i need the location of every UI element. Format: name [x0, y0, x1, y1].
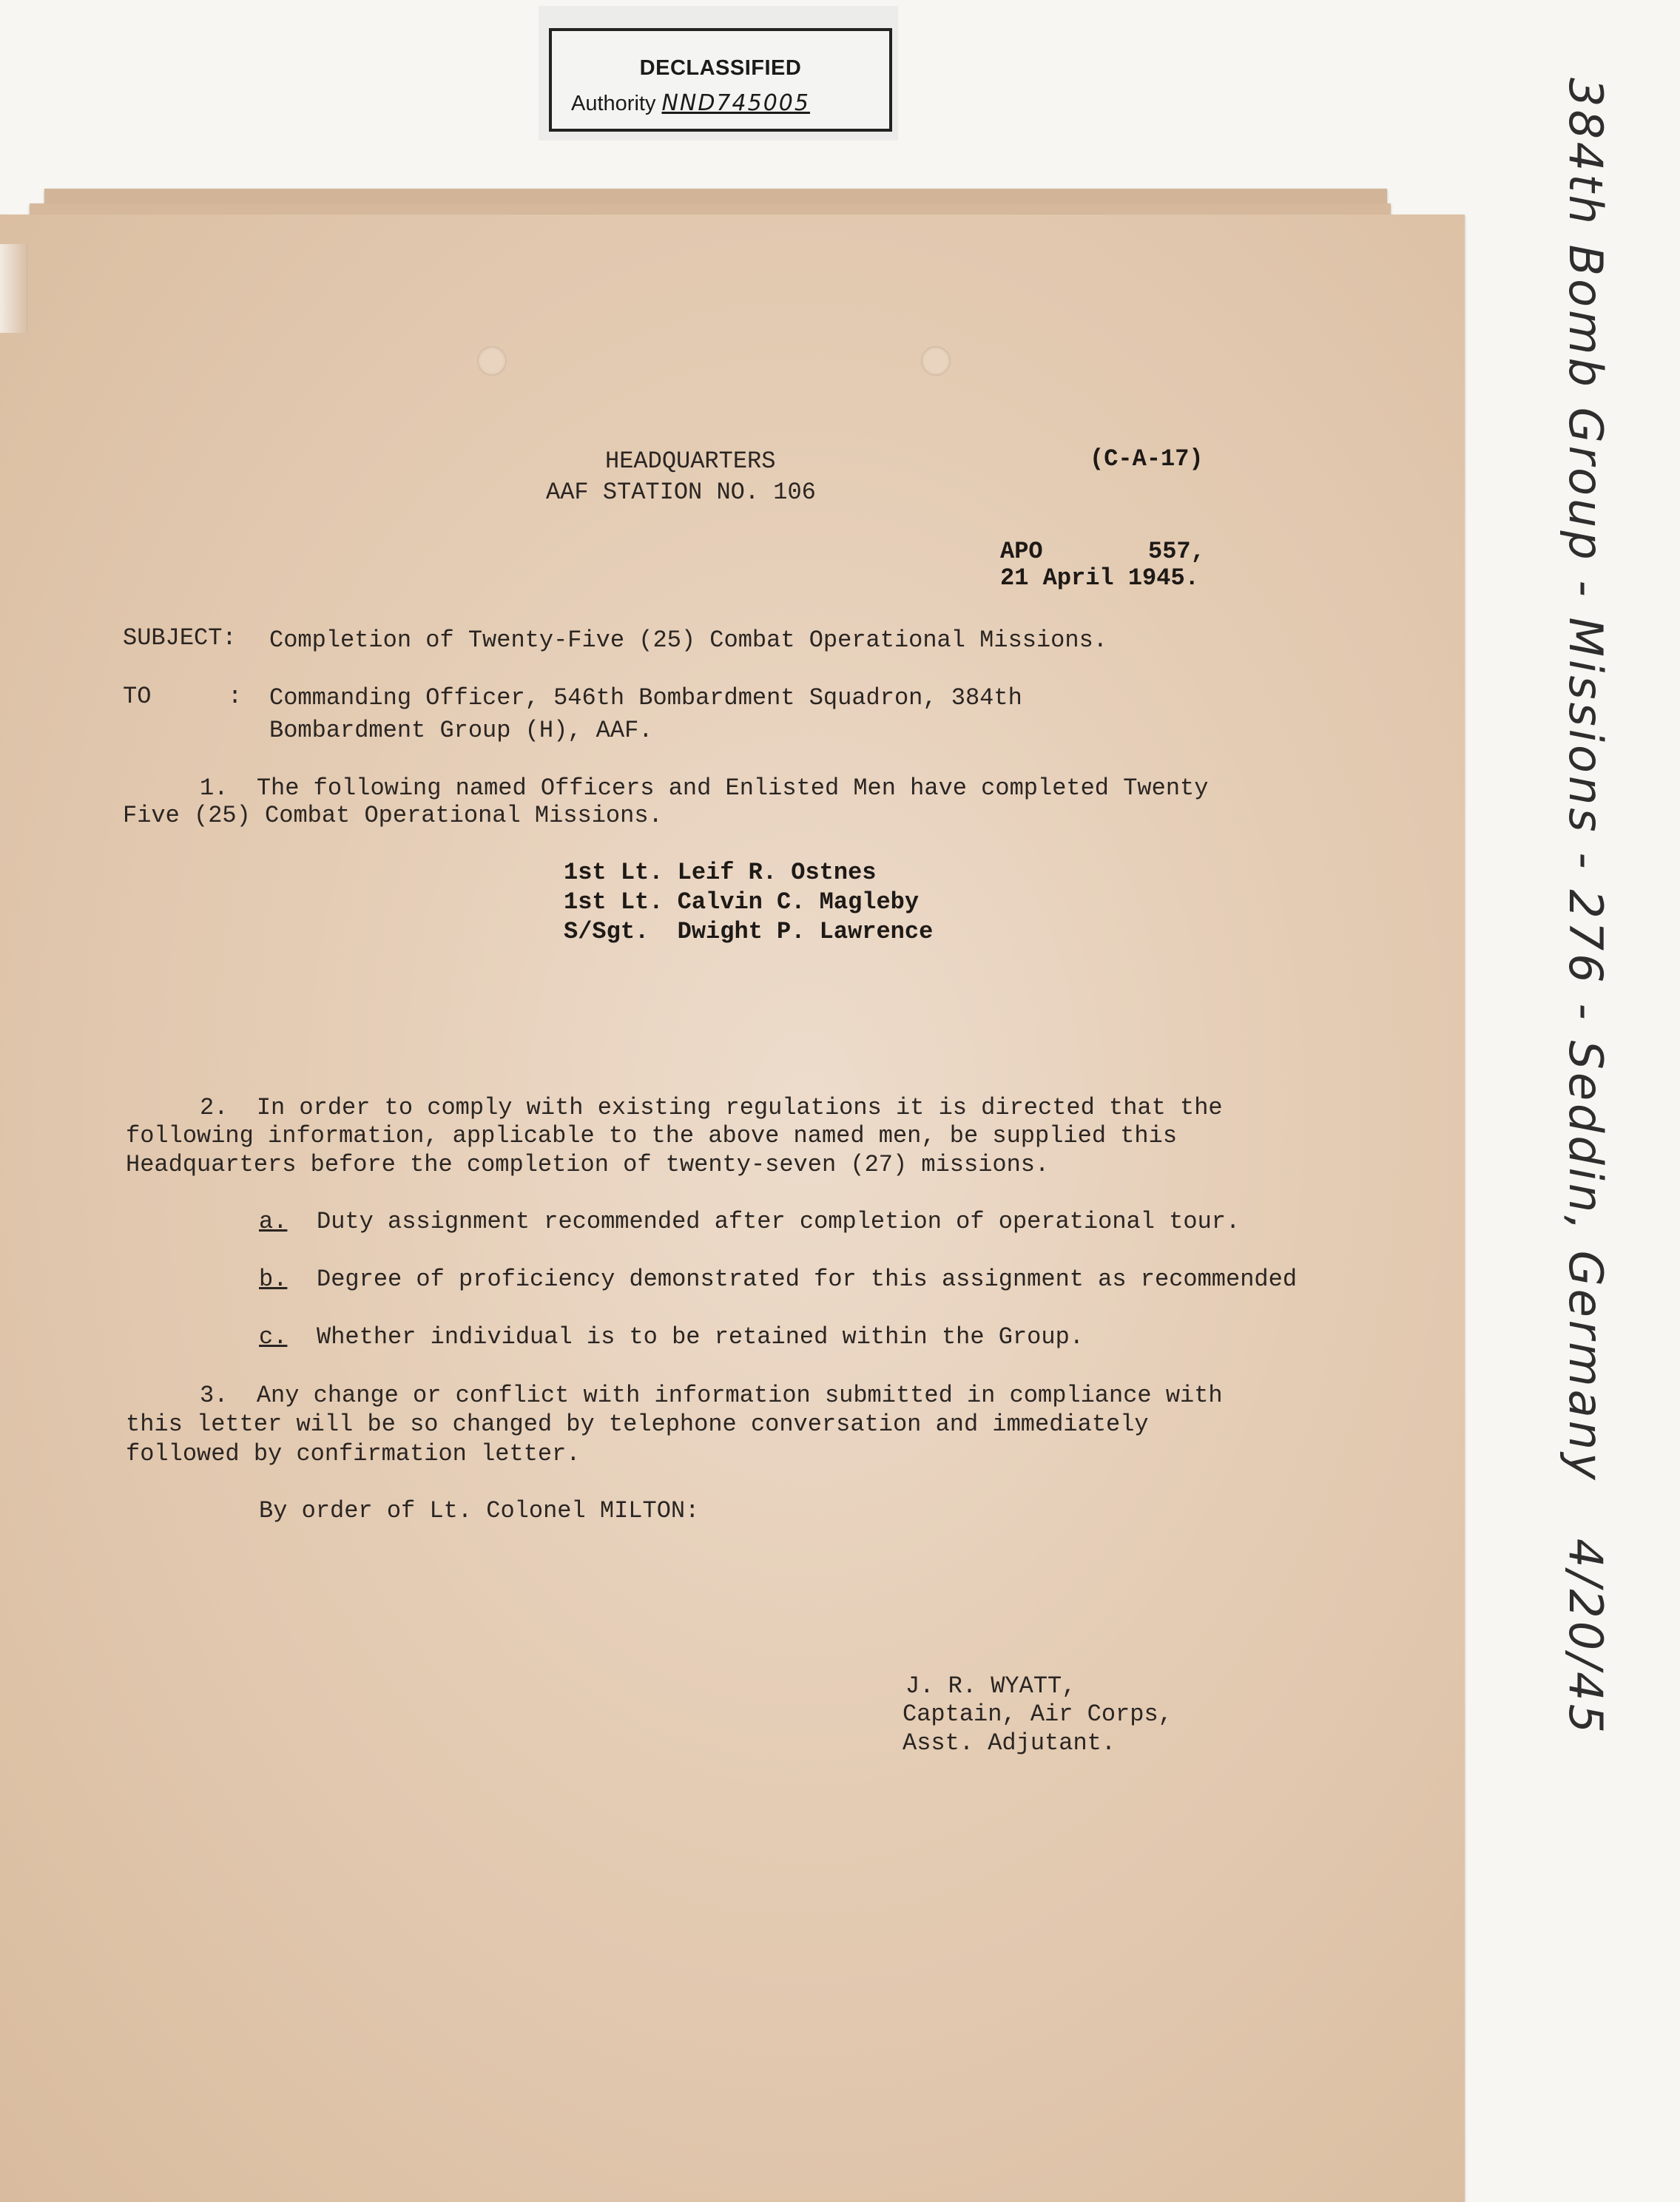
stamp-authority	[571, 90, 810, 116]
header-station: AAF STATION NO. 106	[546, 479, 816, 506]
item-text-c: Whether individual is to be retained within the Group.	[317, 1323, 1084, 1351]
punch-hole	[921, 346, 951, 376]
folded-corner	[0, 244, 28, 333]
order-line: By order of Lt. Colonel MILTON:	[259, 1497, 700, 1524]
paragraph-3-line-1: 3. Any change or conflict with information submitted in compliance with	[200, 1382, 1223, 1409]
declassified-stamp	[549, 28, 892, 132]
name-entry: 1st Lt. Leif R. Ostnes	[564, 859, 877, 886]
signature-name: J. R. WYATT,	[905, 1672, 1076, 1700]
paragraph-2-line-2: following information, applicable to the above named men, be supplied this	[126, 1122, 1178, 1149]
name-entry: S/Sgt. Dwight P. Lawrence	[564, 918, 934, 945]
document-date: 21 April 1945.	[1000, 564, 1199, 592]
to-colon: :	[228, 683, 243, 710]
header-headquarters: HEADQUARTERS	[605, 448, 776, 475]
item-letter-b: b.	[259, 1266, 288, 1293]
stamp-authority-label: Authority	[571, 92, 656, 115]
to-line-2: Bombardment Group (H), AAF.	[269, 717, 653, 744]
document-code: (C-A-17)	[1090, 445, 1204, 473]
paragraph-1-line-2: Five (25) Combat Operational Missions.	[123, 802, 663, 829]
apo-label: APO	[1000, 538, 1043, 565]
stamp-authority-value: NND745005	[661, 90, 810, 116]
paragraph-3-line-2: this letter will be so changed by telephone conversation and immediately	[126, 1411, 1149, 1438]
punch-hole	[477, 346, 507, 376]
handwritten-annotation: 384th Bomb Group - Missions - 276 - Seddin, Germany	[1559, 78, 1613, 1483]
paragraph-2-line-1: 2. In order to comply with existing regulations it is directed that the	[200, 1094, 1223, 1121]
name-entry: 1st Lt. Calvin C. Magleby	[564, 888, 920, 916]
paragraph-3-line-3: followed by confirmation letter.	[126, 1440, 581, 1468]
subject-label: SUBJECT:	[123, 624, 237, 652]
stamp-title: DECLASSIFIED	[639, 56, 802, 80]
apo-number: 557,	[1148, 538, 1205, 565]
to-label: TO	[123, 683, 152, 710]
item-letter-a: a.	[259, 1208, 288, 1235]
subject-text: Completion of Twenty-Five (25) Combat Operational Missions.	[269, 627, 1107, 654]
item-letter-c: c.	[259, 1323, 288, 1351]
signature-title: Asst. Adjutant.	[903, 1729, 1116, 1757]
paragraph-1-line-1: 1. The following named Officers and Enlisted Men have completed Twenty	[200, 774, 1209, 802]
signature-rank: Captain, Air Corps,	[903, 1701, 1173, 1728]
handwritten-date: 4/20/45	[1559, 1539, 1613, 1737]
to-line-1: Commanding Officer, 546th Bombardment Squadron, 384th	[269, 684, 1022, 712]
item-text-b: Degree of proficiency demonstrated for this assignment as recommended	[317, 1266, 1298, 1293]
item-text-a: Duty assignment recommended after completion of operational tour.	[317, 1208, 1241, 1235]
paragraph-2-line-3: Headquarters before the completion of twenty-seven (27) missions.	[126, 1151, 1050, 1178]
